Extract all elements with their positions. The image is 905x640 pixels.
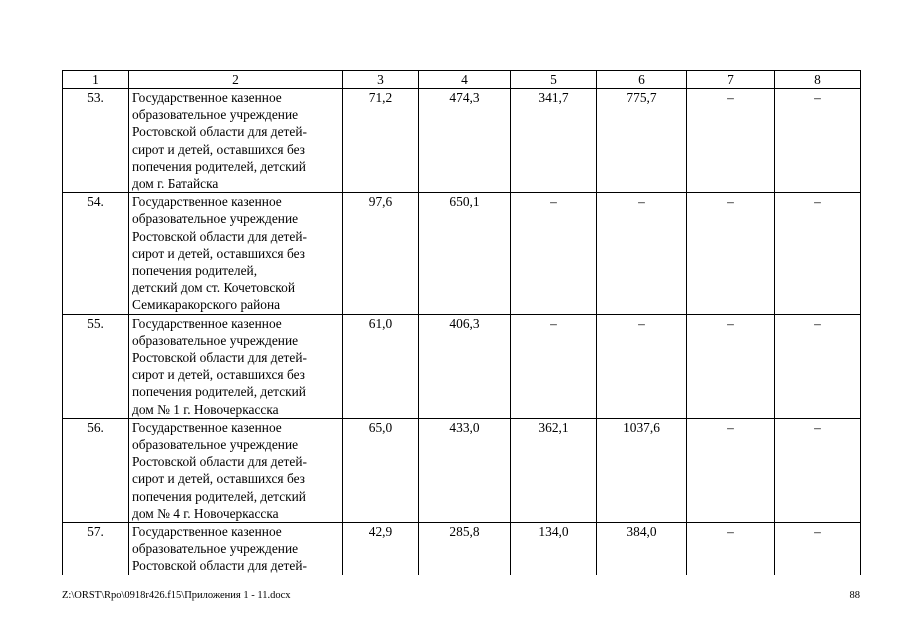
column-header: 7: [687, 71, 775, 89]
cell-col-4: 406,3: [419, 314, 511, 418]
row-number: 53.: [63, 89, 129, 193]
cell-col-4: 650,1: [419, 193, 511, 314]
row-number: 54.: [63, 193, 129, 314]
cell-col-8: –: [775, 523, 861, 575]
row-number: 55.: [63, 314, 129, 418]
page-cutoff: [0, 576, 905, 586]
cell-col-4: 433,0: [419, 418, 511, 522]
institution-name: Государственное казенное образовательное учреждение Ростовской области для детей-: [129, 523, 343, 575]
table-row: [63, 418, 861, 522]
institution-name: Государственное казенное образовательное учреждение Ростовской области для детей- сирот и детей, оставшихся без попечения родителей, детский дом ст. Кочетовской Семикаракорского района: [129, 193, 343, 314]
cell-col-6: 384,0: [597, 523, 687, 575]
column-header: 5: [511, 71, 597, 89]
cell-col-5: 362,1: [511, 418, 597, 522]
cell-col-6: 775,7: [597, 89, 687, 193]
cell-col-5: 134,0: [511, 523, 597, 575]
column-header: 6: [597, 71, 687, 89]
cell-col-3: 71,2: [343, 89, 419, 193]
row-number: 56.: [63, 418, 129, 522]
cell-col-3: 97,6: [343, 193, 419, 314]
table-row: [63, 193, 861, 314]
cell-col-8: –: [775, 418, 861, 522]
cell-col-8: –: [775, 89, 861, 193]
cell-col-7: –: [687, 523, 775, 575]
column-header: 3: [343, 71, 419, 89]
footer-file-path: Z:\ORST\Rpo\0918r426.f15\Приложения 1 - 11.docx: [62, 590, 291, 601]
cell-col-7: –: [687, 193, 775, 314]
cell-col-8: –: [775, 314, 861, 418]
cell-col-5: –: [511, 193, 597, 314]
cell-col-3: 61,0: [343, 314, 419, 418]
cell-col-3: 42,9: [343, 523, 419, 575]
cell-col-4: 474,3: [419, 89, 511, 193]
cell-col-4: 285,8: [419, 523, 511, 575]
cell-col-5: 341,7: [511, 89, 597, 193]
table-header-row: [63, 71, 861, 89]
table-row: [63, 314, 861, 418]
cell-col-7: –: [687, 314, 775, 418]
institution-name: Государственное казенное образовательное учреждение Ростовской области для детей- сирот и детей, оставшихся без попечения родителей, детский дом г. Батайска: [129, 89, 343, 193]
institution-name: Государственное казенное образовательное учреждение Ростовской области для детей- сирот и детей, оставшихся без попечения родителей, детский дом № 1 г. Новочеркасска: [129, 314, 343, 418]
cell-col-6: –: [597, 193, 687, 314]
cell-col-7: –: [687, 418, 775, 522]
footer-page-number: 88: [849, 590, 860, 601]
table-row: [63, 89, 861, 193]
data-table: [62, 70, 861, 575]
column-header: 4: [419, 71, 511, 89]
institution-name: Государственное казенное образовательное учреждение Ростовской области для детей- сирот и детей, оставшихся без попечения родителей, детский дом № 4 г. Новочеркасска: [129, 418, 343, 522]
cell-col-8: –: [775, 193, 861, 314]
cell-col-7: –: [687, 89, 775, 193]
cell-col-5: –: [511, 314, 597, 418]
column-header: 1: [63, 71, 129, 89]
cell-col-6: 1037,6: [597, 418, 687, 522]
cell-col-3: 65,0: [343, 418, 419, 522]
column-header: 2: [129, 71, 343, 89]
cell-col-6: –: [597, 314, 687, 418]
row-number: 57.: [63, 523, 129, 575]
column-header: 8: [775, 71, 861, 89]
table-row: [63, 523, 861, 575]
